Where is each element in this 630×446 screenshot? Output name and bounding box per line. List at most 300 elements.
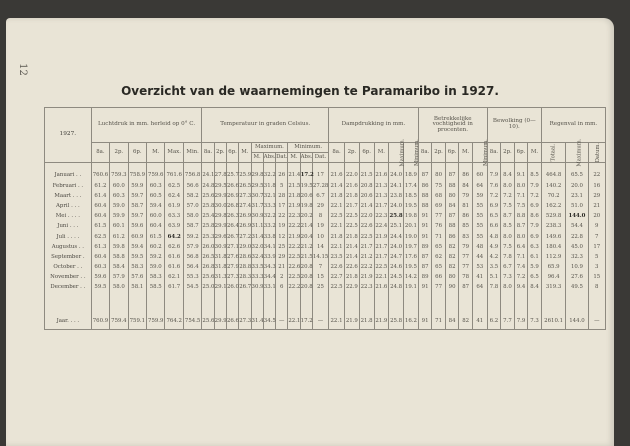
table-cell: 61.4 [91,191,109,201]
table-cell: 21.4 [288,163,300,182]
table-cell: 9.4 [514,283,528,293]
table-cell: 8.0 [501,283,515,293]
table-cell: 21.8 [329,191,345,201]
table-cell: 31.8 [263,181,275,191]
table-cell: 58.4 [110,263,128,273]
table-cell: 22.3 [359,283,374,293]
table-cell: 21.5 [300,253,312,263]
table-cell: 14.15 [312,253,328,263]
table-cell: 23.8 [389,191,404,201]
table-cell: 60.4 [91,212,109,222]
table-cell: 60.3 [147,181,165,191]
table-cell: 80 [445,273,459,283]
table-cell: 88 [418,191,432,201]
table-cell: 26.8 [202,263,214,273]
table-cell: 28.8 [239,263,251,273]
table-cell: 17.2 [300,313,312,330]
col-voch-m: M. [459,143,473,163]
table-cell: 6.3 [528,242,542,252]
col-voch-minimum: Minimum. [472,143,487,163]
table-cell: 23.1 [566,191,588,201]
table-cell: 71 [432,313,446,330]
document-page [6,18,614,446]
table-cell: 87 [445,163,459,182]
month-label: April . . . [45,202,92,212]
table-cell: 20.0 [566,181,588,191]
table-cell: 60.1 [110,222,128,232]
table-row [45,283,606,293]
col-bew-2p: 2p. [501,143,515,163]
table-cell: 26.8 [226,202,238,212]
table-cell: 3.5 [487,263,501,273]
table-cell: 19 [312,222,328,232]
table-cell: 63.9 [165,222,183,232]
table-cell: 8.4 [528,283,542,293]
table-cell: 61.2 [91,181,109,191]
col-voch-6p: 6p. [445,143,459,163]
month-label: Januari . . [45,163,92,182]
table-cell: 26.6 [226,313,238,330]
spacer-cell [45,293,92,313]
table-cell: 61.6 [165,253,183,263]
table-cell: 41 [472,273,487,283]
table-cell: 34.4 [263,273,275,283]
table-cell: 7.7 [501,313,515,330]
table-cell: 32.2 [263,163,275,182]
col-bew-6p: 6p. [514,143,528,163]
table-cell: 26.4 [226,222,238,232]
table-row [45,253,606,263]
table-cell: 29.8 [214,212,226,222]
table-cell: 8 [588,283,605,293]
table-cell: 33.1 [263,283,275,293]
table-cell: 17 [312,163,328,182]
table-cell: 25.8 [202,202,214,212]
table-cell: 760.9 [91,313,109,330]
table-cell: 21 [276,263,288,273]
table-cell: 65.9 [541,263,566,273]
table-cell: 62.5 [91,232,109,242]
table-cell: 58.7 [183,222,202,232]
table-cell: 27.9 [226,263,238,273]
spacer-cell [300,293,312,313]
table-cell: 27.8 [214,163,226,182]
table-cell: 20.1 [404,222,419,232]
table-cell: 88 [418,202,432,212]
table-cell: 19.1 [404,283,419,293]
table-cell: 91 [418,283,432,293]
table-cell: 41 [472,313,487,330]
table-cell: 17.6 [404,253,419,263]
table-cell: 8.7 [514,222,528,232]
table-cell: 7.5 [514,202,528,212]
table-row [45,202,606,212]
spacer-cell [374,293,389,313]
spacer-cell [459,293,473,313]
table-cell: 2610.1 [541,313,566,330]
table-cell: 30.9 [214,242,226,252]
table-cell: 65 [432,263,446,273]
table-cell: 6.1 [528,253,542,263]
table-cell: 59.7 [128,191,146,201]
col-m: M. [147,143,165,163]
spacer-cell [110,293,128,313]
table-cell: 56.8 [183,253,202,263]
spacer-cell [329,293,345,313]
table-cell: 60.3 [110,191,128,201]
table-cell: 22.1 [329,242,345,252]
month-label: Jaar. . . . [45,313,92,330]
table-cell: 57.9 [183,242,202,252]
table-cell: 61.7 [165,283,183,293]
col-2p: 2p. [110,143,128,163]
table-cell: 144.0 [566,313,588,330]
table-cell: 49.5 [566,283,588,293]
table-cell: 21.8 [345,232,360,242]
table-cell: 27.4 [239,202,251,212]
table-cell: 62.1 [165,273,183,283]
table-cell: 17.2 [300,163,312,182]
table-cell: 6.9 [528,202,542,212]
table-cell: 5 [276,181,288,191]
table-cell: 21.6 [374,283,389,293]
table-cell: 21.8 [329,232,345,242]
table-cell: 55 [472,212,487,222]
table-cell: 55.3 [183,273,202,283]
table-cell: 22.8 [566,232,588,242]
table-cell: 64.2 [165,232,183,242]
spacer-cell [183,293,202,313]
table-cell: 21.4 [300,222,312,232]
table-cell: 26.0 [226,283,238,293]
table-cell: 22.5 [345,212,360,222]
table-cell: 32.2 [263,212,275,222]
table-cell: 18.9 [404,163,419,182]
table-cell: 29 [312,202,328,212]
table-cell: 78 [459,273,473,283]
table-cell: 33.8 [263,232,275,242]
table-cell: 19.5 [404,263,419,273]
table-cell: 31.7 [251,202,263,212]
table-cell: 89 [418,273,432,283]
col-bew-m: M. [528,143,542,163]
table-cell: 7 [588,232,605,242]
table-cell: 86 [459,163,473,182]
table-cell: 56.4 [183,263,202,273]
table-cell: 17.4 [404,181,419,191]
month-label: Juni . . . [45,222,92,232]
table-cell: 19.8 [404,212,419,222]
table-cell: 84 [445,313,459,330]
table-cell: 21.9 [374,232,389,242]
table-cell: 140.2 [541,181,566,191]
table-cell: 22.0 [359,212,374,222]
table-cell: 21.4 [329,181,345,191]
col-voch-2p: 2p. [432,143,446,163]
table-cell: 22.1 [374,273,389,283]
table-cell: 7.9 [528,181,542,191]
table-cell: 18.5 [404,191,419,201]
table-cell: 22 [276,212,288,222]
table-cell: 319.3 [541,283,566,293]
table-cell: 21.9 [359,273,374,283]
table-body [45,163,606,330]
table-cell: 21.4 [345,253,360,263]
table-cell: 17 [276,202,288,212]
table-cell: 62.4 [165,191,183,201]
table-cell: 21.6 [374,163,389,182]
col-temp-8a: 8a. [202,143,214,163]
spacer-cell [418,293,432,313]
spacer-cell [541,293,566,313]
table-cell: 31.8 [214,263,226,273]
table-cell: 759.6 [147,163,165,182]
table-cell: 26.0 [202,242,214,252]
table-cell: 61.3 [91,242,109,252]
table-cell: 87 [418,263,432,273]
table-cell: 58.3 [147,273,165,283]
table-cell: 87 [445,212,459,222]
table-cell: 25.8 [389,313,404,330]
table-cell: 30.7 [251,191,263,201]
table-cell: 21.9 [288,202,300,212]
table-row [45,191,606,201]
table-cell: 7.6 [487,181,501,191]
table-cell: 5.9 [528,263,542,273]
table-cell: 26 [276,163,288,182]
month-label: Maart . . . [45,191,92,201]
table-cell: 4.9 [487,242,501,252]
col-damp-8a: 8a. [329,143,345,163]
table-cell: 25.7 [226,163,238,182]
table-cell: 62 [432,253,446,263]
col-totaal: Totaal. [541,143,566,163]
table-cell: 10 [312,232,328,242]
table-cell: 180.4 [541,242,566,252]
table-cell: 33.3 [251,273,263,283]
table-cell: 70.2 [541,191,566,201]
table-cell: 9.1 [514,163,528,182]
table-cell: 756.8 [183,163,202,182]
table-cell: 59.9 [110,212,128,222]
spacer-cell [165,293,183,313]
table-cell: 57.6 [128,273,146,283]
table-cell: 12 [276,232,288,242]
spacer-cell [345,293,360,313]
table-cell: 33.3 [263,202,275,212]
table-cell: 6 [276,283,288,293]
table-cell: 59.5 [128,253,146,263]
table-cell: 88 [445,222,459,232]
table-cell: 6.6 [487,222,501,232]
table-cell: 21.5 [288,181,300,191]
col-max-m: M. [251,153,263,163]
col-datum: Datum. [588,143,605,163]
table-cell: 64 [472,181,487,191]
col-temp-m: M. [239,143,251,163]
table-cell: 7.9 [528,222,542,232]
table-cell: 61.2 [110,232,128,242]
table-cell: 7.8 [501,253,515,263]
month-label: Juli . . . . [45,232,92,242]
table-cell: 56.6 [183,181,202,191]
table-cell: 55 [472,202,487,212]
table-cell: 21.9 [288,232,300,242]
table-cell: 22.1 [329,222,345,232]
table-cell: 61.5 [91,222,109,232]
table-cell: 21.8 [288,191,300,201]
bewolking-header: Bewolking (0—10). [487,108,541,143]
col-min-abs: Abs. [300,153,312,163]
table-cell: 6.5 [528,273,542,283]
table-cell: 31.8 [214,253,226,263]
table-cell: 26.3 [226,212,238,222]
table-cell: 21.7 [345,202,360,212]
table-cell: 759.4 [110,313,128,330]
table-cell: 761.6 [165,163,183,182]
table-cell: 29.5 [251,181,263,191]
table-cell: 6.9 [528,232,542,242]
table-cell: 7.5 [501,202,515,212]
spacer-cell [359,293,374,313]
spacer-cell [445,293,459,313]
table-cell: 29.5 [214,181,226,191]
table-cell: 29.1 [214,283,226,293]
table-cell: 59.6 [128,222,146,232]
table-cell: 23.5 [329,253,345,263]
table-cell: 29.9 [214,191,226,201]
table-cell: 21.7 [359,242,374,252]
table-cell: 22.6 [345,263,360,273]
table-cell: 7.2 [501,191,515,201]
table-cell: 62.6 [165,242,183,252]
table-cell: 754.5 [183,313,202,330]
table-cell: 24.8 [202,181,214,191]
table-cell: 57.0 [183,202,202,212]
col-damp-maximum: Maximum. [389,143,404,163]
table-cell: 759.3 [110,163,128,182]
table-cell: 59.4 [128,242,146,252]
table-cell: 8.4 [501,163,515,182]
table-cell: 758.9 [128,163,146,182]
table-cell: 20.8 [300,273,312,283]
table-cell: 529.8 [541,212,566,222]
table-cell: 8 [312,212,328,222]
dampdrukking-header: Dampdrukking in mm. [329,108,419,143]
col-damp-2p: 2p. [345,143,360,163]
page-title: Overzicht van de waarnemingen te Paramaribo in 1927. [121,84,499,98]
table-cell: 82 [445,263,459,273]
table-cell: 15 [312,273,328,283]
table-cell: 25.6 [202,273,214,283]
table-cell: 6.2 [487,313,501,330]
table-cell: 8.0 [501,181,515,191]
spacer-cell [566,293,588,313]
table-cell: 75 [432,181,446,191]
table-cell: 22 [588,163,605,182]
table-cell: 84 [445,202,459,212]
table-cell: 83 [459,232,473,242]
table-cell: 85 [459,222,473,232]
spacer-cell [501,293,515,313]
table-cell: 30.9 [251,212,263,222]
table-cell: 144.0 [566,212,588,222]
spacer-cell [288,293,300,313]
table-cell: 15 [588,273,605,283]
table-cell: 21.6 [329,163,345,182]
table-cell: 20.8 [300,283,312,293]
table-cell: 60.4 [91,202,109,212]
table-cell: 25.9 [239,163,251,182]
table-cell: 22.5 [329,283,345,293]
table-cell: 29.9 [214,313,226,330]
table-cell: 91 [418,222,432,232]
table-cell: 24.0 [389,202,404,212]
table-cell: 27.1 [226,242,238,252]
month-label: October . . [45,263,92,273]
table-cell: 58.3 [128,263,146,273]
table-cell: 21.5 [359,163,374,182]
table-row [45,263,606,273]
table-cell: 25.6 [202,191,214,201]
table-cell: 8.0 [514,181,528,191]
table-cell: 59.4 [147,202,165,212]
table-cell: 80 [445,191,459,201]
spacer-cell [404,293,419,313]
table-row [45,242,606,252]
month-label: Februari . . [45,181,92,191]
table-cell: 26.9 [239,222,251,232]
col-8a: 8a. [91,143,109,163]
table-cell: 5.1 [487,273,501,283]
table-cell: 29.9 [214,222,226,232]
table-cell: 58.0 [110,283,128,293]
table-cell: 25.8 [389,212,404,222]
table-cell: 21.3 [374,191,389,201]
table-cell: 51.0 [566,202,588,212]
table-cell: 27.6 [226,253,238,263]
table-cell: 26.5 [239,181,251,191]
spacer-cell [389,293,404,313]
col-max-abs: Abs. [263,153,275,163]
table-cell: 31.4 [251,313,263,330]
table-cell: 86 [445,232,459,242]
table-cell: 77 [432,212,446,222]
table-cell: 7.1 [514,191,528,201]
table-cell: 34.5 [263,313,275,330]
table-cell: 19.8 [300,202,312,212]
table-cell: 21.4 [345,242,360,252]
table-cell: 21.2 [359,253,374,263]
table-cell: 44 [472,253,487,263]
table-cell: 16 [588,181,605,191]
table-cell: 7.4 [514,263,528,273]
month-label: Augustus . . [45,242,92,252]
table-cell: 22.1 [288,313,300,330]
table-cell: 22.5 [288,273,300,283]
spacer-cell [239,293,251,313]
table-cell: 27.3 [226,273,238,283]
table-cell: — [276,313,288,330]
col-regen-maximum: Maximum. [566,143,588,163]
spacer-cell [91,293,109,313]
table-cell: 22.5 [374,263,389,273]
table-cell: 82 [445,242,459,252]
table-cell: 90 [445,283,459,293]
table-cell: 22.2 [288,242,300,252]
table-cell: 59.5 [91,283,109,293]
table-cell: 7.9 [487,163,501,182]
